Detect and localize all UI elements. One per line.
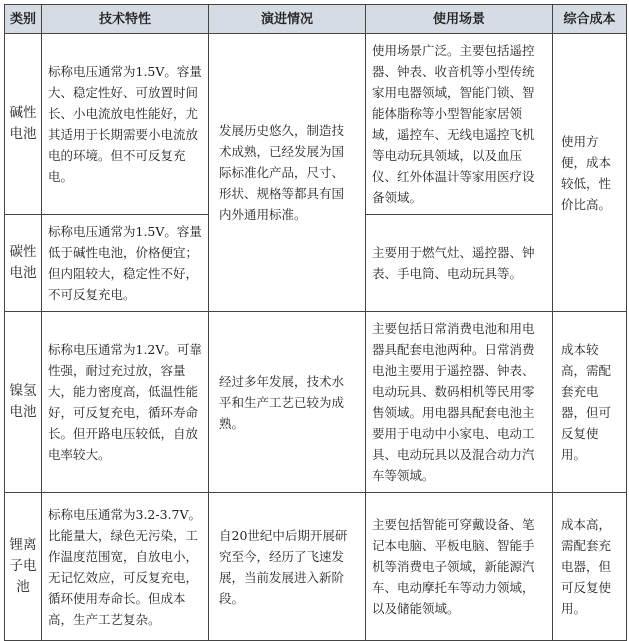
usage-cell: 主要包括智能可穿戴设备、笔记本电脑、平板电脑、智能手机等消费电子领域，新能源汽车、电动摩托车等动力领域，以及储能领域。 — [366, 493, 553, 641]
table-row — [5, 312, 627, 493]
battery-comparison-table — [4, 4, 627, 641]
header-cost: 综合成本 — [553, 5, 627, 34]
tech-cell: 标称电压通常为1.5V。容量大、稳定性好、可放置时间长、小电流放电性能好，尤其适用于长期需要小电流放电的环境。但不可反复充电。 — [42, 34, 209, 215]
evolution-cell: 自20世纪中后期开展研究至今，经历了飞速发展，当前发展进入新阶段。 — [209, 493, 366, 641]
cost-cell: 成本较高，需配套充电器，但可反复使用。 — [553, 312, 627, 493]
table-row — [5, 493, 627, 641]
header-tech: 技术特性 — [42, 5, 209, 34]
header-evolution: 演进情况 — [209, 5, 366, 34]
usage-cell: 使用场景广泛。主要包括遥控器、钟表、收音机等小型传统家用电器领域，智能门锁、智能体脂称等小型智能家居领域，遥控车、无线电遥控飞机等电动玩具领域，以及血压仪、红外体温计等家用医疗设备领域。 — [366, 34, 553, 215]
type-cell: 碱性电池 — [5, 34, 42, 215]
table-header-row — [5, 5, 627, 34]
tech-cell: 标称电压通常为1.5V。容量低于碱性电池，价格便宜；但内阻较大，稳定性不好，不可反复充电。 — [42, 215, 209, 312]
evolution-cell: 发展历史悠久，制造技术成熟，已经发展为国际标准化产品，尺寸、形状、规格等都具有国内外通用标准。 — [209, 34, 366, 312]
usage-cell: 主要用于燃气灶、遥控器、钟表、手电筒、电动玩具等。 — [366, 215, 553, 312]
header-usage: 使用场景 — [366, 5, 553, 34]
type-cell: 镍氢电池 — [5, 312, 42, 493]
usage-cell: 主要包括日常消费电池和用电器具配套电池两种。日常消费电池主要用于遥控器、钟表、电动玩具、数码相机等民用零售领域。用电器具配套电池主要用于电动中小家电、电动工具、电动玩具以及混合动力汽车等领域。 — [366, 312, 553, 493]
tech-cell: 标称电压通常为1.2V。可靠性强，耐过充过放，容量大，能力密度高，低温性能好，可反复充电，循环寿命长。但开路电压较低，自放电率较大。 — [42, 312, 209, 493]
cost-cell: 成本高，需配套充电器，但可反复使用。 — [553, 493, 627, 641]
cost-cell: 使用方便，成本较低，性价比高。 — [553, 34, 627, 312]
header-type: 类别 — [5, 5, 42, 34]
tech-cell: 标称电压通常为3.2-3.7V。比能量大，绿色无污染，工作温度范围宽，自放电小，无记忆效应，可反复充电，循环使用寿命长。但成本高，生产工艺复杂。 — [42, 493, 209, 641]
type-cell: 锂离子电池 — [5, 493, 42, 641]
table-row — [5, 34, 627, 215]
evolution-cell: 经过多年发展，技术水平和生产工艺已较为成熟。 — [209, 312, 366, 493]
type-cell: 碳性电池 — [5, 215, 42, 312]
